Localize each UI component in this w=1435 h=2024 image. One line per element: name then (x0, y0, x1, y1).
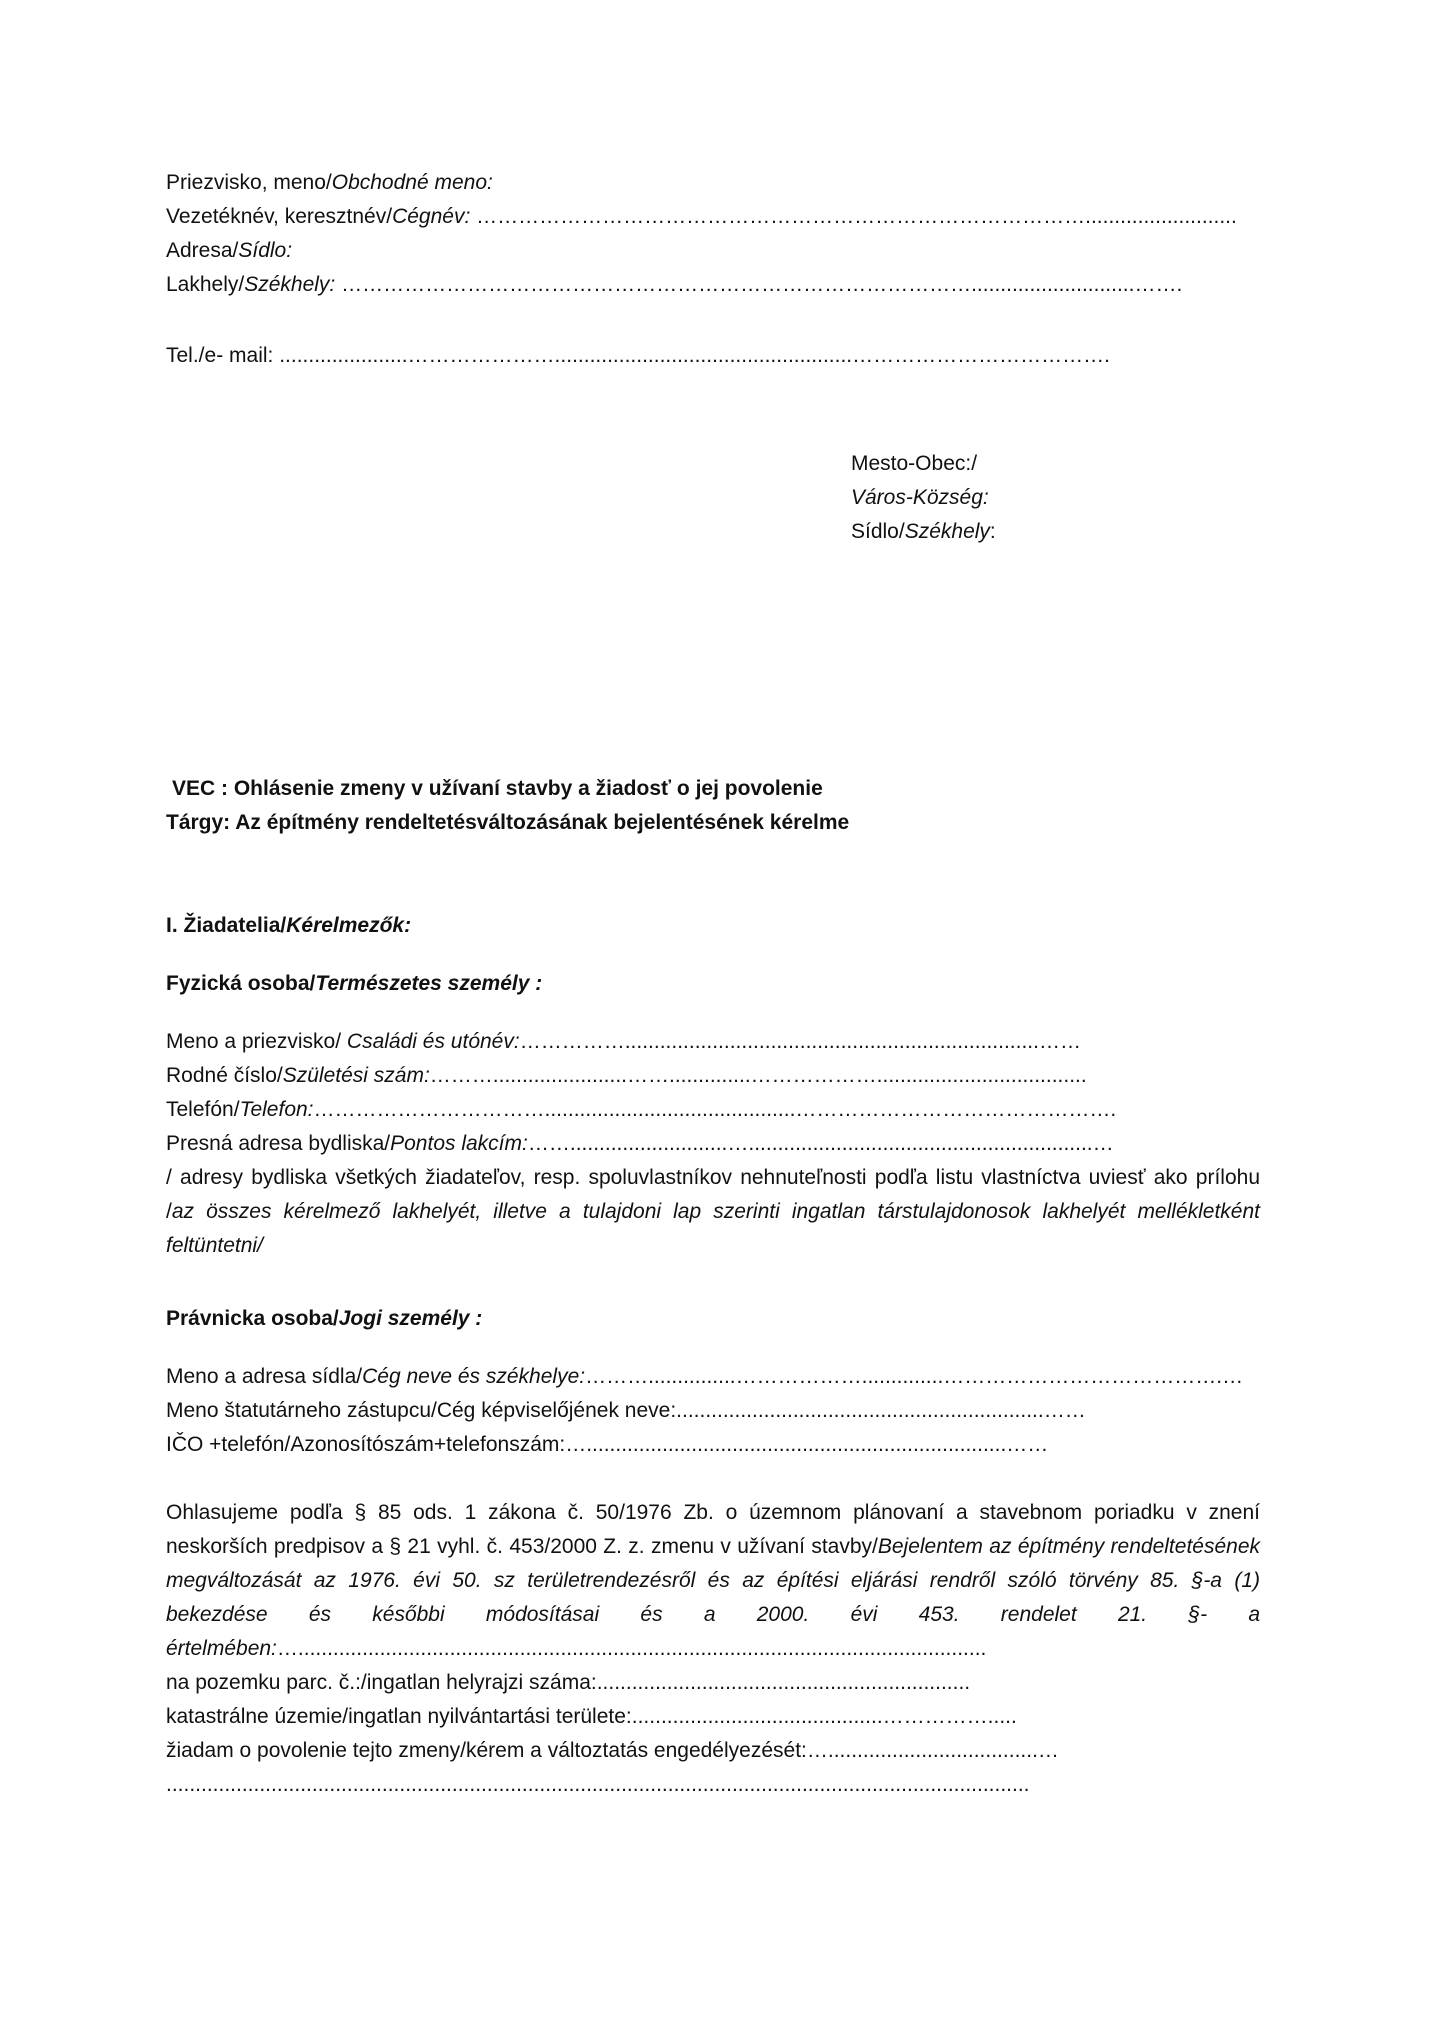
field-fill-dots[interactable]: ………...............………………..............………………………………….… (585, 1365, 1244, 1388)
name-field-line (166, 200, 1237, 234)
address-label-italic: Sídlo: (238, 239, 293, 262)
field-fill-dots[interactable]: ...........................................……………..... (631, 1705, 1017, 1728)
legal-field-company (166, 1360, 1243, 1394)
tel-field-line (166, 339, 1110, 373)
natural-note-hu: az összes kérelmező lakhelyét, illetve a tulajdoni lap szerinti ingatlan társtulajdonosok lakhelyét mellékletként feltüntetni/ (166, 1200, 1260, 1257)
permission-request-field (166, 1734, 1059, 1768)
natural-note-sk: / adresy bydliska všetkých žiadateľov, resp. spoluvlastníkov nehnuteľnosti podľa listu vlastníctva uviesť ako prílohu / (166, 1166, 1260, 1223)
declaration-fill-dots[interactable]: …...................................................................................................................... (276, 1637, 987, 1660)
subject-hu: Tárgy: Az építmény rendeltetésváltozásának bejelentésének kérelme (166, 811, 850, 834)
name-label-italic: Obchodné meno: (331, 171, 493, 194)
address-field-line (166, 268, 1182, 302)
field-label: Meno a adresa sídla/ (166, 1365, 363, 1388)
field-label: na pozemku parc. č.:/ingatlan helyrajzi száma: (166, 1671, 597, 1694)
field-label-italic: Családi és utónév: (346, 1030, 520, 1053)
field-label: Presná adresa bydliska/ (166, 1132, 391, 1155)
field-label: žiadam o povolenie tejto zmeny/kérem a változtatás engedélyezését: (166, 1739, 807, 1762)
field-label: Meno a priezvisko/ (166, 1030, 347, 1053)
field-label: IČO +telefón/Azonosítószám+telefonszám: (166, 1433, 566, 1456)
natural-field-phone (166, 1093, 1116, 1127)
field-label-italic: Cég neve és székhelye: (362, 1365, 586, 1388)
natural-note-paragraph (166, 1161, 1260, 1263)
field-fill-dots[interactable]: ................................................................ (596, 1671, 971, 1694)
recipient-line-1: Mesto-Obec:/ (851, 452, 978, 475)
field-label-italic: Születési szám: (282, 1064, 430, 1087)
natural-person-sk: Fyzická osoba/ (166, 972, 316, 995)
legal-person-sk: Právnicka osoba/ (166, 1307, 339, 1330)
field-fill-dots[interactable]: …....................................… (806, 1739, 1059, 1762)
cadastral-area-field (166, 1700, 1017, 1734)
recipient-seat-colon: : (989, 520, 996, 543)
recipient-line-2: Város-Község: (851, 486, 989, 509)
natural-field-name (166, 1025, 1081, 1059)
name-fill-dots[interactable]: …………………………………………………………………………….......................... (470, 205, 1237, 228)
name-label-hu: Vezetéknév, keresztnév/ (166, 205, 393, 228)
address-label: Adresa/ (166, 239, 239, 262)
field-fill-dots[interactable]: …........................................................................…… (565, 1433, 1049, 1456)
name-label-line (166, 166, 493, 200)
legal-field-id-phone (166, 1428, 1048, 1462)
field-fill-dots[interactable]: …………….......................................................................…… (519, 1030, 1081, 1053)
field-fill-dots[interactable]: ……………………………...........................................………………………………………. (313, 1098, 1117, 1121)
field-label-italic: Pontos lakcím: (390, 1132, 528, 1155)
field-fill-dots[interactable]: ……...........................…...........................................................… (527, 1132, 1114, 1155)
recipient-seat-sk: Sídlo/ (851, 520, 905, 543)
subject-sk: VEC : Ohlásenie zmeny v užívaní stavby a žiadosť o jej povolenie (172, 777, 823, 800)
field-label-italic: Telefon: (239, 1098, 314, 1121)
extra-fill-line[interactable]: .................................................................................................................................................... (166, 1773, 1030, 1796)
name-label-hu-italic: Cégnév: (392, 205, 471, 228)
section-applicants-heading (166, 909, 411, 943)
declaration-hu: Bejelentem az építmény rendeltetésének megváltozását az 1976. évi 50. sz területrendezésről és az építési eljárási rendről szóló törvény 85. §-a (1) bekezdése és későbbi módosításai és a 2000. évi 453. rendelet 21. §- a értelmében: (166, 1535, 1260, 1660)
field-label: Rodné číslo/ (166, 1064, 283, 1087)
field-fill-dots[interactable]: ...............................................................…… (676, 1399, 1086, 1422)
name-label: Priezvisko, meno/ (166, 171, 332, 194)
tel-label: Tel./e- mail: (166, 344, 280, 367)
parcel-number-field (166, 1666, 970, 1700)
natural-field-birth-number (166, 1059, 1087, 1093)
field-label: Meno štatutárneho zástupcu/Cég képviselőjének neve: (166, 1399, 677, 1422)
field-label: Telefón/ (166, 1098, 240, 1121)
address-fill-dots[interactable]: ………………………………………………………………………………............................……. (335, 273, 1183, 296)
natural-person-hu: Természetes személy : (315, 972, 543, 995)
natural-field-address (166, 1127, 1114, 1161)
legal-person-heading (166, 1302, 482, 1336)
recipient-seat-hu: Székhely (904, 520, 990, 543)
field-label: katastrálne územie/ingatlan nyilvántartási területe: (166, 1705, 632, 1728)
declaration-sk: Ohlasujeme podľa § 85 ods. 1 zákona č. 50/1976 Zb. o územnom plánovaní a stavebnom poriadku v znení neskorších predpisov a § 21 vyhl. č. 453/2000 Z. z. zmenu v užívaní stavby/ (166, 1501, 1260, 1558)
recipient-line-3 (851, 515, 996, 549)
legal-person-hu: Jogi személy : (338, 1307, 483, 1330)
address-label-hu-italic: Székhely: (244, 273, 336, 296)
address-label-hu: Lakhely/ (166, 273, 245, 296)
natural-person-heading (166, 967, 542, 1001)
section-heading-sk: I. Žiadatelia/ (166, 914, 287, 937)
address-label-line (166, 234, 292, 268)
field-fill-dots[interactable]: ……….......................……..............……………….................................... (429, 1064, 1087, 1087)
declaration-paragraph (166, 1496, 1260, 1666)
section-heading-hu: Kérelmezők: (286, 914, 412, 937)
legal-field-representative (166, 1394, 1086, 1428)
tel-fill-dots[interactable]: ......................…………………...................................................………………………………. (279, 344, 1110, 367)
